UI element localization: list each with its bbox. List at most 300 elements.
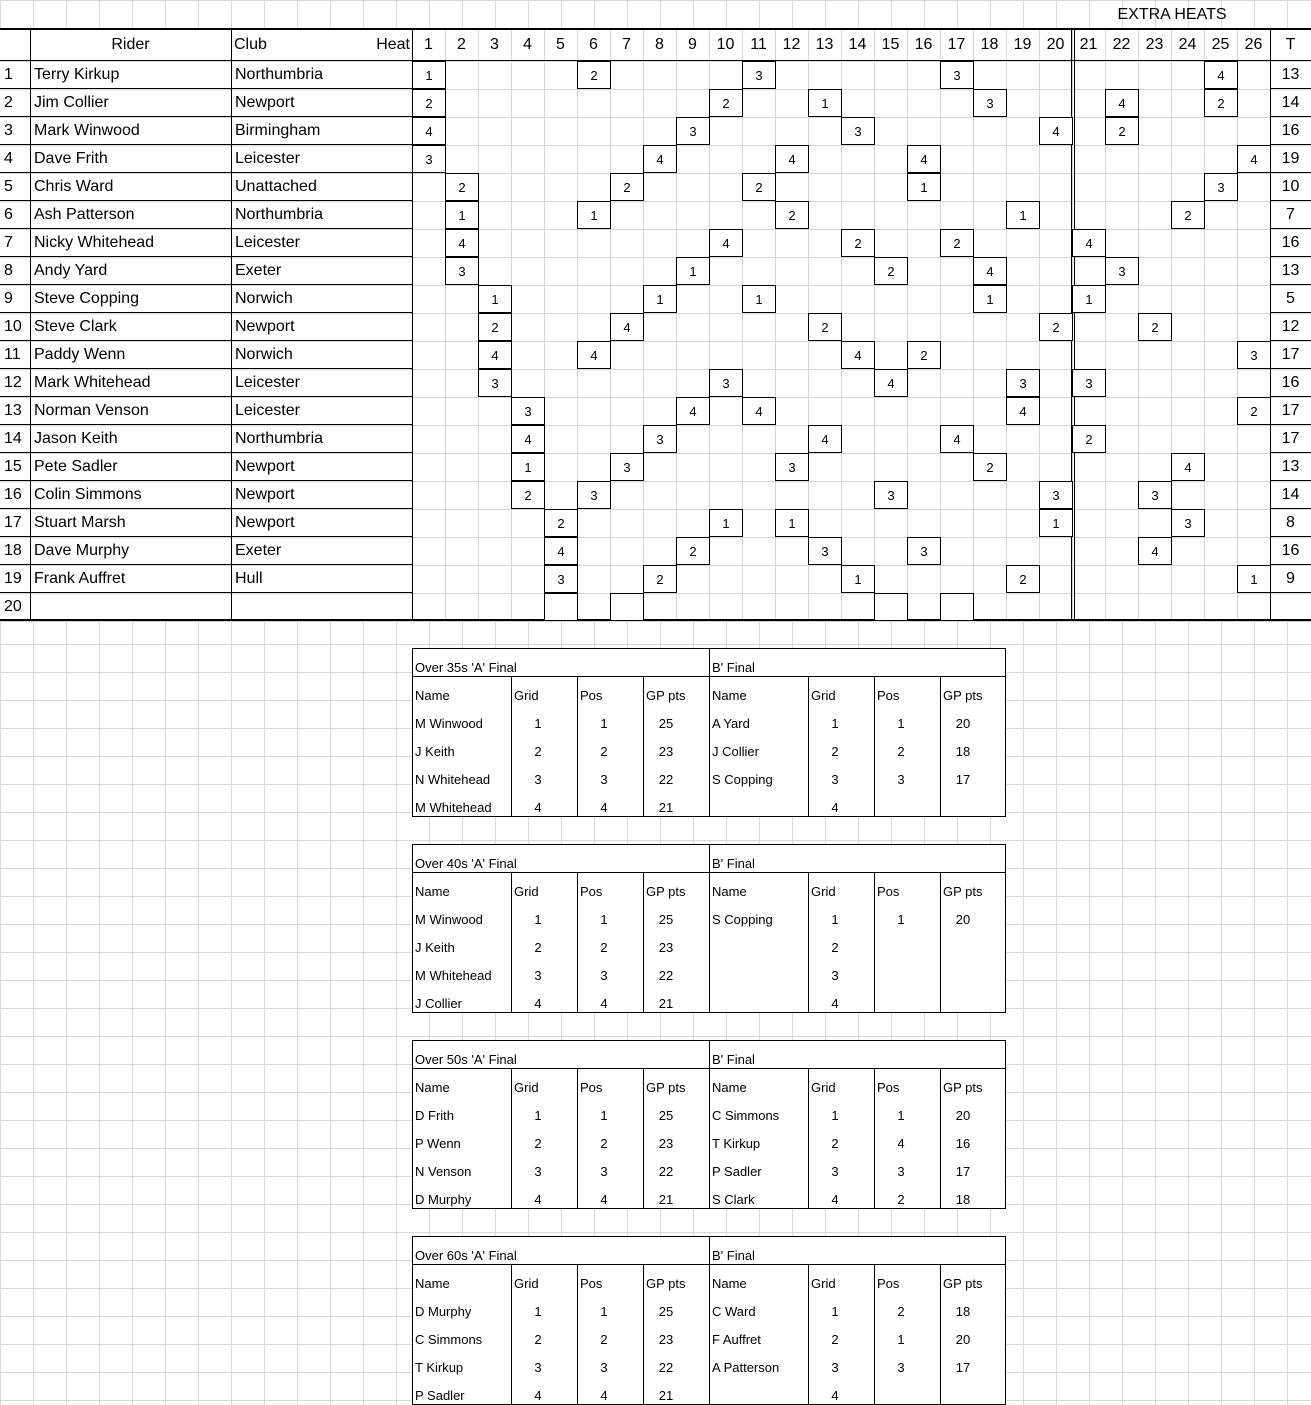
a-final-gp-pts: 25 bbox=[658, 1108, 674, 1123]
rider-number: 14 bbox=[4, 430, 22, 447]
heat-score-cell: 2 bbox=[643, 565, 677, 593]
heat-score-cell: 3 bbox=[973, 89, 1007, 117]
a-final-name: N Whitehead bbox=[415, 772, 491, 787]
b-final-pos: 1 bbox=[897, 1332, 905, 1347]
heat-score-cell: 1 bbox=[643, 285, 677, 313]
heat-score-cell: 3 bbox=[940, 61, 974, 89]
a-final-col-header: Grid bbox=[514, 884, 539, 899]
a-final-grid: 4 bbox=[534, 800, 542, 815]
a-final-title: Over 35s 'A' Final bbox=[415, 660, 517, 675]
b-final-grid: 2 bbox=[831, 1136, 839, 1151]
rider-number: 12 bbox=[4, 374, 22, 391]
b-final-col-header: Name bbox=[712, 884, 747, 899]
b-final-col-header: Pos bbox=[877, 1276, 900, 1291]
b-final-grid: 3 bbox=[831, 968, 839, 983]
heat-number-8: 8 bbox=[655, 36, 664, 53]
heat-score-cell: 4 bbox=[775, 145, 809, 173]
b-final-name: F Auffret bbox=[712, 1332, 761, 1347]
heat-number-16: 16 bbox=[914, 36, 933, 53]
heat-number-22: 22 bbox=[1112, 36, 1131, 53]
heat-score-cell: 4 bbox=[874, 369, 908, 397]
a-final-col-header: Grid bbox=[514, 688, 539, 703]
heat-number-5: 5 bbox=[556, 36, 565, 53]
heat-score-cell: 2 bbox=[940, 229, 974, 257]
rider-total: 5 bbox=[1286, 290, 1295, 307]
heat-score-cell: 3 bbox=[577, 481, 611, 509]
heat-score-cell: 3 bbox=[709, 369, 743, 397]
final-col-line bbox=[709, 1264, 710, 1405]
heat-score-cell: 2 bbox=[412, 89, 446, 117]
heat-number-4: 4 bbox=[523, 36, 532, 53]
b-final-pos: 1 bbox=[897, 1108, 905, 1123]
a-final-grid: 3 bbox=[534, 1360, 542, 1375]
rider-club: Northumbria bbox=[235, 66, 324, 83]
a-final-gp-pts: 22 bbox=[658, 1164, 674, 1179]
heat-score-cell: 2 bbox=[511, 481, 545, 509]
heat-score-cell: 3 bbox=[775, 453, 809, 481]
rider-header: Rider bbox=[111, 36, 150, 53]
a-final-gp-pts: 21 bbox=[658, 800, 674, 815]
a-final-grid: 1 bbox=[534, 1304, 542, 1319]
a-final-grid: 1 bbox=[534, 716, 542, 731]
heat-score-cell: 4 bbox=[1072, 229, 1106, 257]
heat-score-cell: 4 bbox=[1171, 453, 1205, 481]
heat-score-cell: 3 bbox=[544, 565, 578, 593]
a-final-grid: 1 bbox=[534, 1108, 542, 1123]
rider-total: 10 bbox=[1281, 178, 1300, 195]
a-final-gp-pts: 25 bbox=[658, 1304, 674, 1319]
heat-score-cell: 4 bbox=[478, 341, 512, 369]
final-col-line bbox=[808, 676, 809, 817]
b-final-col-header: Grid bbox=[811, 688, 836, 703]
heat-score-cell: 4 bbox=[544, 537, 578, 565]
b-final-grid: 1 bbox=[831, 716, 839, 731]
final-col-line bbox=[643, 1068, 644, 1209]
rider-total: 17 bbox=[1281, 402, 1300, 419]
heat-score-cell: 3 bbox=[808, 537, 842, 565]
rider-number: 4 bbox=[4, 150, 13, 167]
heat-score-cell: 1 bbox=[478, 285, 512, 313]
a-final-grid: 1 bbox=[534, 912, 542, 927]
heat-score-cell: 2 bbox=[841, 229, 875, 257]
heat-score-cell: 2 bbox=[478, 313, 512, 341]
b-final-col-header: Grid bbox=[811, 884, 836, 899]
heat-score-cell: 4 bbox=[445, 229, 479, 257]
a-final-name: J Keith bbox=[415, 744, 455, 759]
a-final-name: P Wenn bbox=[415, 1136, 461, 1151]
rider-number: 13 bbox=[4, 402, 22, 419]
rider-name: Norman Venson bbox=[34, 402, 149, 419]
b-final-col-header: Name bbox=[712, 1276, 747, 1291]
final-col-line bbox=[808, 1068, 809, 1209]
heat-score-cell: 2 bbox=[577, 61, 611, 89]
heat-score-cell: 3 bbox=[1072, 369, 1106, 397]
b-final-title: B' Final bbox=[712, 1248, 755, 1263]
final-col-line bbox=[643, 1264, 644, 1405]
heat-number-21: 21 bbox=[1079, 36, 1098, 53]
a-final-gp-pts: 21 bbox=[658, 1192, 674, 1207]
a-final-name: M Whitehead bbox=[415, 968, 492, 983]
b-final-pos: 2 bbox=[897, 744, 905, 759]
b-final-name: J Collier bbox=[712, 744, 759, 759]
a-final-name: M Whitehead bbox=[415, 800, 492, 815]
rider-number: 19 bbox=[4, 570, 22, 587]
a-final-name: C Simmons bbox=[415, 1332, 483, 1347]
rider-club: Northumbria bbox=[235, 430, 324, 447]
final-col-line bbox=[940, 872, 941, 1013]
b-final-grid: 3 bbox=[831, 772, 839, 787]
rider-club: Unattached bbox=[235, 178, 317, 195]
a-final-col-header: Pos bbox=[580, 1276, 603, 1291]
heat-score-cell: 4 bbox=[1237, 145, 1271, 173]
b-final-gp-pts: 17 bbox=[955, 1360, 971, 1375]
b-final-title: B' Final bbox=[712, 660, 755, 675]
a-final-grid: 3 bbox=[534, 968, 542, 983]
rider-club: Exeter bbox=[235, 542, 282, 559]
rider-name: Paddy Wenn bbox=[34, 346, 126, 363]
final-a-b-divider bbox=[709, 648, 710, 676]
final-col-line bbox=[577, 1068, 578, 1209]
rider-club: Exeter bbox=[235, 262, 282, 279]
heat-number-14: 14 bbox=[848, 36, 867, 53]
rider-name: Steve Copping bbox=[34, 290, 139, 307]
rider-total: 16 bbox=[1281, 374, 1300, 391]
rider-total: 19 bbox=[1281, 150, 1300, 167]
final-col-line bbox=[643, 676, 644, 817]
a-final-pos: 3 bbox=[600, 772, 608, 787]
a-final-col-header: GP pts bbox=[646, 688, 686, 703]
heat-number-12: 12 bbox=[782, 36, 801, 53]
a-final-pos: 2 bbox=[600, 1332, 608, 1347]
heat-score-cell: 2 bbox=[445, 173, 479, 201]
a-final-col-header: Grid bbox=[514, 1080, 539, 1095]
rider-total: 13 bbox=[1281, 262, 1300, 279]
rider-name: Jim Collier bbox=[34, 94, 109, 111]
rider-name: Nicky Whitehead bbox=[34, 234, 155, 251]
heat-number-24: 24 bbox=[1178, 36, 1197, 53]
heat-score-cell: 3 bbox=[643, 425, 677, 453]
extra-heats-label: EXTRA HEATS bbox=[1117, 5, 1227, 23]
rider-total: 7 bbox=[1286, 206, 1295, 223]
heat-header: Heat bbox=[376, 36, 410, 53]
heat-score-cell: 2 bbox=[907, 341, 941, 369]
rider-club: Newport bbox=[235, 458, 295, 475]
rider-club: Newport bbox=[235, 94, 295, 111]
b-final-col-header: GP pts bbox=[943, 884, 983, 899]
a-final-pos: 4 bbox=[600, 1388, 608, 1403]
a-final-pos: 4 bbox=[600, 1192, 608, 1207]
heat-score-cell: 4 bbox=[940, 425, 974, 453]
b-final-gp-pts: 17 bbox=[955, 1164, 971, 1179]
heat-score-cell: 1 bbox=[742, 285, 776, 313]
a-final-pos: 4 bbox=[600, 800, 608, 815]
heat-score-cell: 4 bbox=[742, 397, 776, 425]
rider-number: 16 bbox=[4, 486, 22, 503]
heat-score-cell: 3 bbox=[1237, 341, 1271, 369]
b-final-gp-pts: 20 bbox=[955, 1332, 971, 1347]
heat-score-cell: 2 bbox=[1072, 425, 1106, 453]
rider-total: 14 bbox=[1281, 94, 1300, 111]
b-final-gp-pts: 17 bbox=[955, 772, 971, 787]
a-final-gp-pts: 25 bbox=[658, 912, 674, 927]
b-final-pos: 3 bbox=[897, 772, 905, 787]
a-final-name: M Winwood bbox=[415, 716, 483, 731]
b-final-col-header: Grid bbox=[811, 1276, 836, 1291]
b-final-gp-pts: 18 bbox=[955, 1304, 971, 1319]
a-final-col-header: Name bbox=[415, 1276, 450, 1291]
heat-number-3: 3 bbox=[490, 36, 499, 53]
a-final-gp-pts: 23 bbox=[658, 1332, 674, 1347]
rider-club: Newport bbox=[235, 486, 295, 503]
rider-name: Terry Kirkup bbox=[34, 66, 120, 83]
a-final-title: Over 50s 'A' Final bbox=[415, 1052, 517, 1067]
rider-number: 20 bbox=[4, 598, 22, 615]
heat-score-cell: 2 bbox=[1006, 565, 1040, 593]
heat-score-cell: 2 bbox=[1237, 397, 1271, 425]
rider-total: 9 bbox=[1286, 570, 1295, 587]
heat-score-cell: 3 bbox=[610, 453, 644, 481]
b-final-pos: 2 bbox=[897, 1304, 905, 1319]
final-col-line bbox=[511, 676, 512, 817]
b-final-grid: 1 bbox=[831, 1304, 839, 1319]
a-final-pos: 4 bbox=[600, 996, 608, 1011]
heat-number-20: 20 bbox=[1046, 36, 1065, 53]
heat-score-cell: 4 bbox=[577, 341, 611, 369]
a-final-name: J Keith bbox=[415, 940, 455, 955]
heat-score-cell: 3 bbox=[1204, 173, 1238, 201]
heat-number-11: 11 bbox=[750, 36, 767, 53]
a-final-col-header: Name bbox=[415, 688, 450, 703]
final-col-line bbox=[577, 872, 578, 1013]
b-final-gp-pts: 20 bbox=[955, 1108, 971, 1123]
b-final-grid: 1 bbox=[831, 912, 839, 927]
rider-name: Chris Ward bbox=[34, 178, 114, 195]
a-final-pos: 1 bbox=[600, 912, 608, 927]
rider-name: Dave Murphy bbox=[34, 542, 130, 559]
b-final-col-header: GP pts bbox=[943, 688, 983, 703]
heat-score-cell: 4 bbox=[841, 341, 875, 369]
a-final-title: Over 60s 'A' Final bbox=[415, 1248, 517, 1263]
heat-score-cell: 1 bbox=[1072, 285, 1106, 313]
a-final-grid: 2 bbox=[534, 1332, 542, 1347]
a-final-name: J Collier bbox=[415, 996, 462, 1011]
b-final-col-header: GP pts bbox=[943, 1276, 983, 1291]
a-final-gp-pts: 23 bbox=[658, 1136, 674, 1151]
rider-number: 5 bbox=[4, 178, 13, 195]
rider-name: Colin Simmons bbox=[34, 486, 142, 503]
heat-score-cell: 2 bbox=[742, 173, 776, 201]
heat-score-cell: 3 bbox=[1105, 257, 1139, 285]
b-final-grid: 2 bbox=[831, 940, 839, 955]
b-final-pos: 2 bbox=[897, 1192, 905, 1207]
a-final-col-header: GP pts bbox=[646, 884, 686, 899]
rider-number: 10 bbox=[4, 318, 22, 335]
heat-score-cell: 2 bbox=[874, 257, 908, 285]
a-final-col-header: Pos bbox=[580, 688, 603, 703]
b-final-col-header: Pos bbox=[877, 1080, 900, 1095]
rider-club: Newport bbox=[235, 318, 295, 335]
final-col-line bbox=[940, 1264, 941, 1405]
rider-name: Andy Yard bbox=[34, 262, 108, 279]
heat-number-9: 9 bbox=[688, 36, 697, 53]
final-col-line bbox=[808, 872, 809, 1013]
heat-score-cell: 4 bbox=[1204, 61, 1238, 89]
b-final-name: C Simmons bbox=[712, 1108, 780, 1123]
final-col-line bbox=[511, 1068, 512, 1209]
rider-number: 7 bbox=[4, 234, 13, 251]
final-col-line bbox=[874, 676, 875, 817]
final-col-line bbox=[709, 872, 710, 1013]
a-final-col-header: Name bbox=[415, 884, 450, 899]
rider-name: Jason Keith bbox=[34, 430, 118, 447]
a-final-col-header: Name bbox=[415, 1080, 450, 1095]
a-final-grid: 4 bbox=[534, 1192, 542, 1207]
final-col-line bbox=[940, 1068, 941, 1209]
heat-number-2: 2 bbox=[457, 36, 466, 53]
heat-score-cell: 3 bbox=[478, 369, 512, 397]
rider-club: Birmingham bbox=[235, 122, 321, 139]
final-col-line bbox=[577, 1264, 578, 1405]
b-final-name: C Ward bbox=[712, 1304, 756, 1319]
b-final-grid: 4 bbox=[831, 1192, 839, 1207]
heat-score-cell: 1 bbox=[1006, 201, 1040, 229]
b-final-gp-pts: 18 bbox=[955, 744, 971, 759]
rider-number: 17 bbox=[4, 514, 22, 531]
heat-score-cell: 4 bbox=[1138, 537, 1172, 565]
heat-score-cell: 2 bbox=[973, 453, 1007, 481]
b-final-gp-pts: 20 bbox=[955, 912, 971, 927]
b-final-grid: 3 bbox=[831, 1360, 839, 1375]
heat-score-cell: 4 bbox=[808, 425, 842, 453]
heat-number-18: 18 bbox=[980, 36, 999, 53]
heat-score-cell: 4 bbox=[676, 397, 710, 425]
b-final-name: A Patterson bbox=[712, 1360, 780, 1375]
rider-name: Stuart Marsh bbox=[34, 514, 126, 531]
heat-score-cell: 1 bbox=[808, 89, 842, 117]
heat-score-cell: 2 bbox=[808, 313, 842, 341]
a-final-gp-pts: 21 bbox=[658, 1388, 674, 1403]
heat-score-cell: 4 bbox=[412, 117, 446, 145]
heat-number-23: 23 bbox=[1145, 36, 1164, 53]
heat-score-cell: 1 bbox=[907, 173, 941, 201]
heat-score-cell: 2 bbox=[1171, 201, 1205, 229]
rider-number: 1 bbox=[4, 66, 13, 83]
rider-total: 13 bbox=[1281, 458, 1300, 475]
a-final-name: T Kirkup bbox=[415, 1360, 464, 1375]
a-final-gp-pts: 22 bbox=[658, 1360, 674, 1375]
a-final-gp-pts: 25 bbox=[658, 716, 674, 731]
a-final-pos: 2 bbox=[600, 744, 608, 759]
final-col-line bbox=[874, 1264, 875, 1405]
b-final-gp-pts: 20 bbox=[955, 716, 971, 731]
heat-score-cell: 2 bbox=[544, 509, 578, 537]
final-col-line bbox=[643, 872, 644, 1013]
heat-score-cell: 1 bbox=[973, 285, 1007, 313]
heat-score-cell: 3 bbox=[412, 145, 446, 173]
a-final-pos: 3 bbox=[600, 968, 608, 983]
b-final-name: A Yard bbox=[712, 716, 750, 731]
heat-score-cell: 4 bbox=[709, 229, 743, 257]
heat-number-6: 6 bbox=[589, 36, 598, 53]
rider-number: 9 bbox=[4, 290, 13, 307]
final-a-b-divider bbox=[709, 1236, 710, 1264]
rider-total: 12 bbox=[1281, 318, 1300, 335]
heat-score-cell: 2 bbox=[610, 173, 644, 201]
b-final-pos: 1 bbox=[897, 716, 905, 731]
heat-score-cell: 1 bbox=[412, 61, 446, 89]
a-final-grid: 4 bbox=[534, 1388, 542, 1403]
rider-number: 11 bbox=[4, 346, 21, 363]
b-final-grid: 4 bbox=[831, 1388, 839, 1403]
heat-score-cell: 3 bbox=[874, 481, 908, 509]
a-final-title: Over 40s 'A' Final bbox=[415, 856, 517, 871]
heat-score-cell: 2 bbox=[1039, 313, 1073, 341]
b-final-col-header: GP pts bbox=[943, 1080, 983, 1095]
a-final-name: M Winwood bbox=[415, 912, 483, 927]
heat-score-cell: 3 bbox=[1039, 481, 1073, 509]
rider-name: Ash Patterson bbox=[34, 206, 135, 223]
heat-score-cell: 4 bbox=[1039, 117, 1073, 145]
b-final-grid: 2 bbox=[831, 1332, 839, 1347]
heat-score-cell: 2 bbox=[1138, 313, 1172, 341]
b-final-grid: 2 bbox=[831, 744, 839, 759]
a-final-name: D Frith bbox=[415, 1108, 454, 1123]
a-final-gp-pts: 21 bbox=[658, 996, 674, 1011]
heat-number-13: 13 bbox=[815, 36, 834, 53]
b-final-pos: 4 bbox=[897, 1136, 905, 1151]
rider-total: 14 bbox=[1281, 486, 1300, 503]
rider-name: Pete Sadler bbox=[34, 458, 118, 475]
a-final-name: D Murphy bbox=[415, 1304, 472, 1319]
rider-name: Steve Clark bbox=[34, 318, 117, 335]
heat-score-cell: 3 bbox=[907, 537, 941, 565]
a-final-gp-pts: 23 bbox=[658, 744, 674, 759]
rider-total: 17 bbox=[1281, 346, 1300, 363]
rider-club: Hull bbox=[235, 570, 263, 587]
rider-club: Northumbria bbox=[235, 206, 324, 223]
rider-name: Mark Whitehead bbox=[34, 374, 151, 391]
a-final-name: D Murphy bbox=[415, 1192, 472, 1207]
heat-score-cell: 3 bbox=[445, 257, 479, 285]
rider-club: Leicester bbox=[235, 234, 300, 251]
a-final-col-header: GP pts bbox=[646, 1276, 686, 1291]
a-final-gp-pts: 23 bbox=[658, 940, 674, 955]
b-final-name: S Copping bbox=[712, 772, 773, 787]
final-a-b-divider bbox=[709, 1040, 710, 1068]
heat-number-10: 10 bbox=[716, 36, 735, 53]
b-final-grid: 4 bbox=[831, 996, 839, 1011]
a-final-grid: 2 bbox=[534, 940, 542, 955]
heat-score-cell: 4 bbox=[643, 145, 677, 173]
final-col-line bbox=[808, 1264, 809, 1405]
rider-total: 17 bbox=[1281, 430, 1300, 447]
heat-score-cell: 3 bbox=[511, 397, 545, 425]
heat-score-cell: 3 bbox=[742, 61, 776, 89]
a-final-col-header: Grid bbox=[514, 1276, 539, 1291]
rider-name: Mark Winwood bbox=[34, 122, 140, 139]
heat-number-25: 25 bbox=[1211, 36, 1230, 53]
b-final-col-header: Name bbox=[712, 688, 747, 703]
final-col-line bbox=[511, 1264, 512, 1405]
heat-score-cell: 4 bbox=[1006, 397, 1040, 425]
rider-club: Norwich bbox=[235, 290, 293, 307]
a-final-grid: 2 bbox=[534, 1136, 542, 1151]
heat-score-cell: 3 bbox=[1138, 481, 1172, 509]
heat-score-cell: 3 bbox=[1171, 509, 1205, 537]
b-final-col-header: Grid bbox=[811, 1080, 836, 1095]
b-final-name: P Sadler bbox=[712, 1164, 762, 1179]
a-final-col-header: Pos bbox=[580, 1080, 603, 1095]
